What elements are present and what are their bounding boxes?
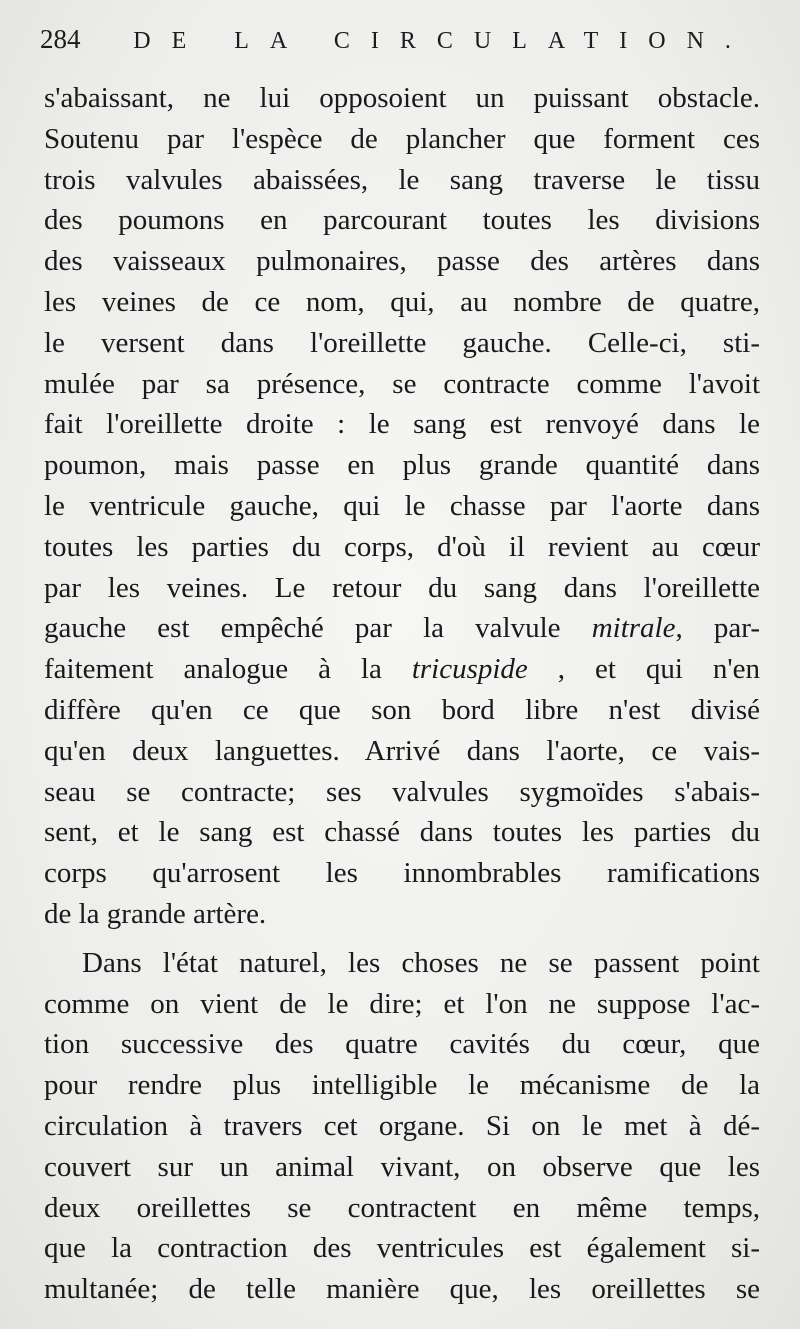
text-line: comme on vient de le dire; et l'on ne suppose l'ac- [44,987,760,1020]
text-line: multanée; de telle manière que, les oreillettes se [44,1273,760,1306]
text-line: que la contraction des ventricules est également si- [44,1232,760,1265]
text-line: sent, et le sang est chassé dans toutes les parties du [44,816,760,849]
text-line: corps qu'arrosent les innombrables ramifications [44,857,760,890]
text-line: s'abaissant, ne lui opposoient un puissant obstacle. [44,82,760,114]
paragraph-2 [44,943,760,1310]
text-segment: , par- [675,612,761,645]
text-line: pour rendre plus intelligible le mécanisme de la [44,1069,760,1102]
paragraph-1 [44,78,760,935]
page-number: 284 [40,24,81,54]
text-line: le versent dans l'oreillette gauche. Celle-ci, sti- [44,326,760,359]
text-line: des poumons en parcourant toutes les divisions [44,204,760,237]
text-line: seau se contracte; ses valvules sygmoïdes s'abais- [44,775,760,808]
text-line: par les veines. Le retour du sang dans l'oreillette [44,571,760,604]
text-line-mitrale [44,608,760,649]
text-line: les veines de ce nom, qui, au nombre de quatre, [44,285,760,318]
text-line: des vaisseaux pulmonaires, passe des artères dans [44,245,760,278]
text-segment: faitement analogue à la [44,653,412,686]
text-line-tricuspide [44,649,760,690]
paragraph-gap [44,935,760,943]
text-line: deux oreillettes se contractent en même temps, [44,1191,760,1224]
text-line: diffère qu'en ce que son bord libre n'est divisé [44,693,760,726]
text-line: couvert sur un animal vivant, on observe que les [44,1150,760,1183]
running-head: DE LA CIRCULATION. [133,28,752,54]
italic-term-mitrale: mitrale [591,612,676,645]
text-line: mulée par sa présence, se contracte comme l'avoit [44,367,760,400]
text-segment: , et qui n'en [527,653,760,686]
text-line: Dans l'état naturel, les choses ne se passent point [82,946,760,979]
text-line: circulation à travers cet organe. Si on le met à dé- [44,1109,760,1142]
page-header [40,24,760,64]
italic-term-tricuspide: tricuspide [411,653,528,686]
text-line: qu'en deux languettes. Arrivé dans l'aorte, ce vais- [44,734,760,767]
text-line: toutes les parties du corps, d'où il revient au cœur [44,530,760,563]
body-text [44,78,760,1310]
text-line: le ventricule gauche, qui le chasse par l'aorte dans [44,489,760,522]
text-segment: gauche est empêché par la valvule [44,612,592,645]
text-line: tion successive des quatre cavités du cœur, que [44,1028,760,1061]
text-line: de la grande artère. [44,897,267,930]
text-line: poumon, mais passe en plus grande quantité dans [44,449,760,482]
text-line: fait l'oreillette droite : le sang est renvoyé dans le [44,408,760,441]
text-line: Soutenu par l'espèce de plancher que forment ces [44,122,760,155]
text-line: trois valvules abaissées, le sang traverse le tissu [44,163,760,196]
